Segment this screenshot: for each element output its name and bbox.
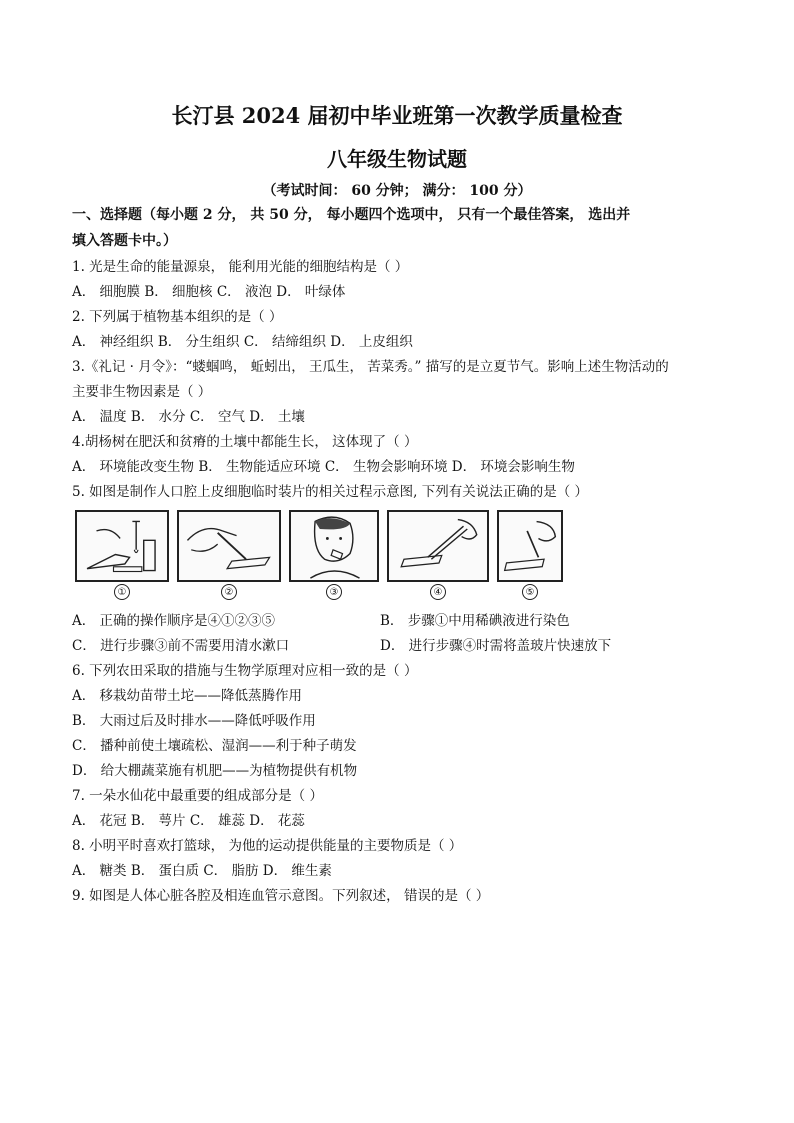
figure-label-2: ② xyxy=(221,584,237,600)
question-5-option-a: A． 正确的操作顺序是④①②③⑤ xyxy=(72,613,276,629)
figure-label-4: ④ xyxy=(430,584,446,600)
question-3-stem-line-1: 3.《礼记 · 月令》：“蝼蝈鸣， 蚯蚓出， 王瓜生， 苦菜秀。” 描写的是立夏节气。影响上述生物活动的 xyxy=(72,359,669,375)
figure-label-5: ⑤ xyxy=(522,584,538,600)
question-2-options: A． 神经组织 B． 分生组织 C． 结缔组织 D． 上皮组织 xyxy=(72,334,413,350)
dropper-staining-illustration xyxy=(499,512,561,580)
question-1-stem: 1. 光是生命的能量源泉， 能利用光能的细胞结构是（ ） xyxy=(72,259,409,275)
question-8-stem: 8. 小明平时喜欢打篮球， 为他的运动提供能量的主要物质是（ ） xyxy=(72,838,463,854)
question-6-option-d: D． 给大棚蔬菜施有机肥——为植物提供有机物 xyxy=(72,763,358,779)
question-6-option-a: A． 移栽幼苗带土坨——降低蒸腾作用 xyxy=(72,688,303,704)
question-4-stem: 4.胡杨树在肥沃和贫瘠的土壤中都能生长， 这体现了（ ） xyxy=(72,434,418,450)
person-rinsing-mouth-illustration xyxy=(291,512,377,580)
question-5-option-d: D． 进行步骤④时需将盖玻片快速放下 xyxy=(380,638,612,654)
question-3-options: A． 温度 B． 水分 C． 空气 D． 土壤 xyxy=(72,409,305,425)
figure-panel-2 xyxy=(177,510,281,582)
question-3-stem-line-2: 主要非生物因素是（ ） xyxy=(72,384,212,400)
hand-pipette-illustration xyxy=(179,512,279,580)
question-5-option-b: B． 步骤①中用稀碘液进行染色 xyxy=(380,613,570,629)
figure-panel-1 xyxy=(75,510,169,582)
question-7-options: A． 花冠 B． 萼片 C． 雄蕊 D． 花蕊 xyxy=(72,813,305,829)
section-heading-line-1: 一、选择题（每小题 2 分， 共 50 分， 每小题四个选项中， 只有一个最佳答案， 选出并 xyxy=(72,207,631,223)
question-7-stem: 7. 一朵水仙花中最重要的组成部分是（ ） xyxy=(72,788,323,804)
hand-slide-dropper-illustration xyxy=(77,512,167,580)
exam-title: 长汀县 2024 届初中毕业班第一次教学质量检查 xyxy=(171,103,623,128)
question-4-options: A． 环境能改变生物 B． 生物能适应环境 C． 生物会影响环境 D． 环境会影响生物 xyxy=(72,459,575,475)
tweezers-coverslip-illustration xyxy=(389,512,487,580)
question-6-option-c: C． 播种前使土壤疏松、湿润——利于种子萌发 xyxy=(72,738,357,754)
figure-label-1: ① xyxy=(114,584,130,600)
section-heading-line-2: 填入答题卡中。） xyxy=(72,233,177,249)
exam-subtitle: 八年级生物试题 xyxy=(327,147,467,171)
question-2-stem: 2. 下列属于植物基本组织的是（ ） xyxy=(72,309,283,325)
question-5-stem: 5. 如图是制作人口腔上皮细胞临时装片的相关过程示意图, 下列有关说法正确的是（ ） xyxy=(72,484,589,500)
question-9-stem: 9. 如图是人体心脏各腔及相连血管示意图。下列叙述， 错误的是（ ） xyxy=(72,888,490,904)
question-5-option-c: C． 进行步骤③前不需要用清水漱口 xyxy=(72,638,290,654)
figure-panel-4 xyxy=(387,510,489,582)
question-6-option-b: B． 大雨过后及时排水——降低呼吸作用 xyxy=(72,713,316,729)
question-1-options: A． 细胞膜 B． 细胞核 C． 液泡 D． 叶绿体 xyxy=(72,284,346,300)
figure-label-3: ③ xyxy=(326,584,342,600)
figure-panel-5 xyxy=(497,510,563,582)
figure-panel-3 xyxy=(289,510,379,582)
question-6-stem: 6. 下列农田采取的措施与生物学原理对应相一致的是（ ） xyxy=(72,663,418,679)
exam-info: （考试时间： 60 分钟； 满分： 100 分） xyxy=(262,183,532,199)
question-5-figure xyxy=(75,510,563,600)
question-8-options: A． 糖类 B． 蛋白质 C． 脂肪 D． 维生素 xyxy=(72,863,332,879)
